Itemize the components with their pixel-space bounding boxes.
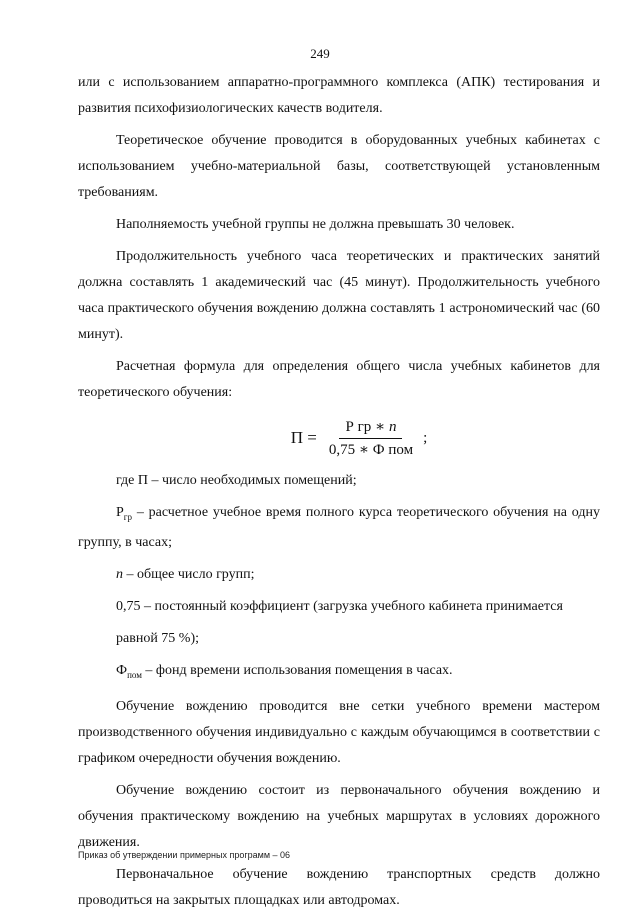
definition-item-continuation: равной 75 %);: [116, 630, 200, 646]
definition-item: [78, 562, 600, 588]
definition-item: где П – число необходимых помещений;: [116, 473, 357, 488]
paragraph: Первоначальное обучение вождению транспортных средств должно проводиться на закрытых площадках или автодромах.: [78, 866, 600, 908]
formula-numerator: [339, 417, 402, 439]
paragraph: Продолжительность учебного часа теоретических и практических занятий должна составлять 1 академический час (45 минут). Продолжительность учебного часа практического обучения вождению должна составлять 1 астрономический час (60 минут).: [78, 249, 600, 342]
document-body: [78, 70, 600, 914]
paragraph: Теоретическое обучение проводится в оборудованных учебных кабинетах с использованием учебно-материальной базы, соответствующей установленным требованиям.: [78, 133, 600, 200]
formula-tail: ;: [423, 430, 428, 446]
definition-symbol: Ф: [116, 662, 128, 678]
definition-item: [78, 658, 600, 688]
formula-numerator-var: n: [388, 418, 397, 435]
formula: [78, 414, 600, 462]
definition-symbol: Р: [116, 505, 124, 520]
definition-subscript: гр: [123, 511, 132, 522]
definition-item: [78, 500, 600, 556]
page-number: 249: [310, 46, 330, 61]
paragraph: Обучение вождению проводится вне сетки учебного времени мастером производственного обучения индивидуально с каждым обучающимся в соответствии с графиком очередности обучения вождению.: [78, 698, 600, 766]
definition-subscript: пом: [127, 669, 142, 680]
paragraph: Расчетная формула для определения общего числа учебных кабинетов для теоретического обучения:: [78, 359, 600, 400]
formula-denominator: 0,75 ∗ Ф пом: [328, 441, 414, 458]
definition-symbol: n: [116, 566, 123, 582]
definition-text: – расчетное учебное время полного курса теоретического обучения на одну группу, в часах;: [78, 505, 600, 550]
definition-text: – общее число групп;: [123, 566, 255, 582]
formula-lhs: П =: [290, 428, 317, 447]
formula-fraction: [323, 417, 419, 460]
footer-note: Приказ об утверждении примерных программ – 06: [78, 850, 291, 860]
definition-item: 0,75 – постоянный коэффициент (загрузка учебного кабинета принимается: [116, 598, 563, 614]
paragraph: Наполняемость учебной группы не должна превышать 30 человек.: [116, 217, 515, 232]
paragraph: или с использованием аппаратно-программного комплекса (АПК) тестирования и развития психофизиологических качеств водителя.: [78, 75, 600, 116]
formula-numerator-main: Р гр ∗: [345, 418, 389, 435]
definition-text: – фонд времени использования помещения в часах.: [141, 662, 453, 678]
paragraph: Обучение вождению состоит из первоначального обучения вождению и обучения практическому вождению на учебных маршрутах в условиях дорожного движения.: [78, 782, 600, 850]
